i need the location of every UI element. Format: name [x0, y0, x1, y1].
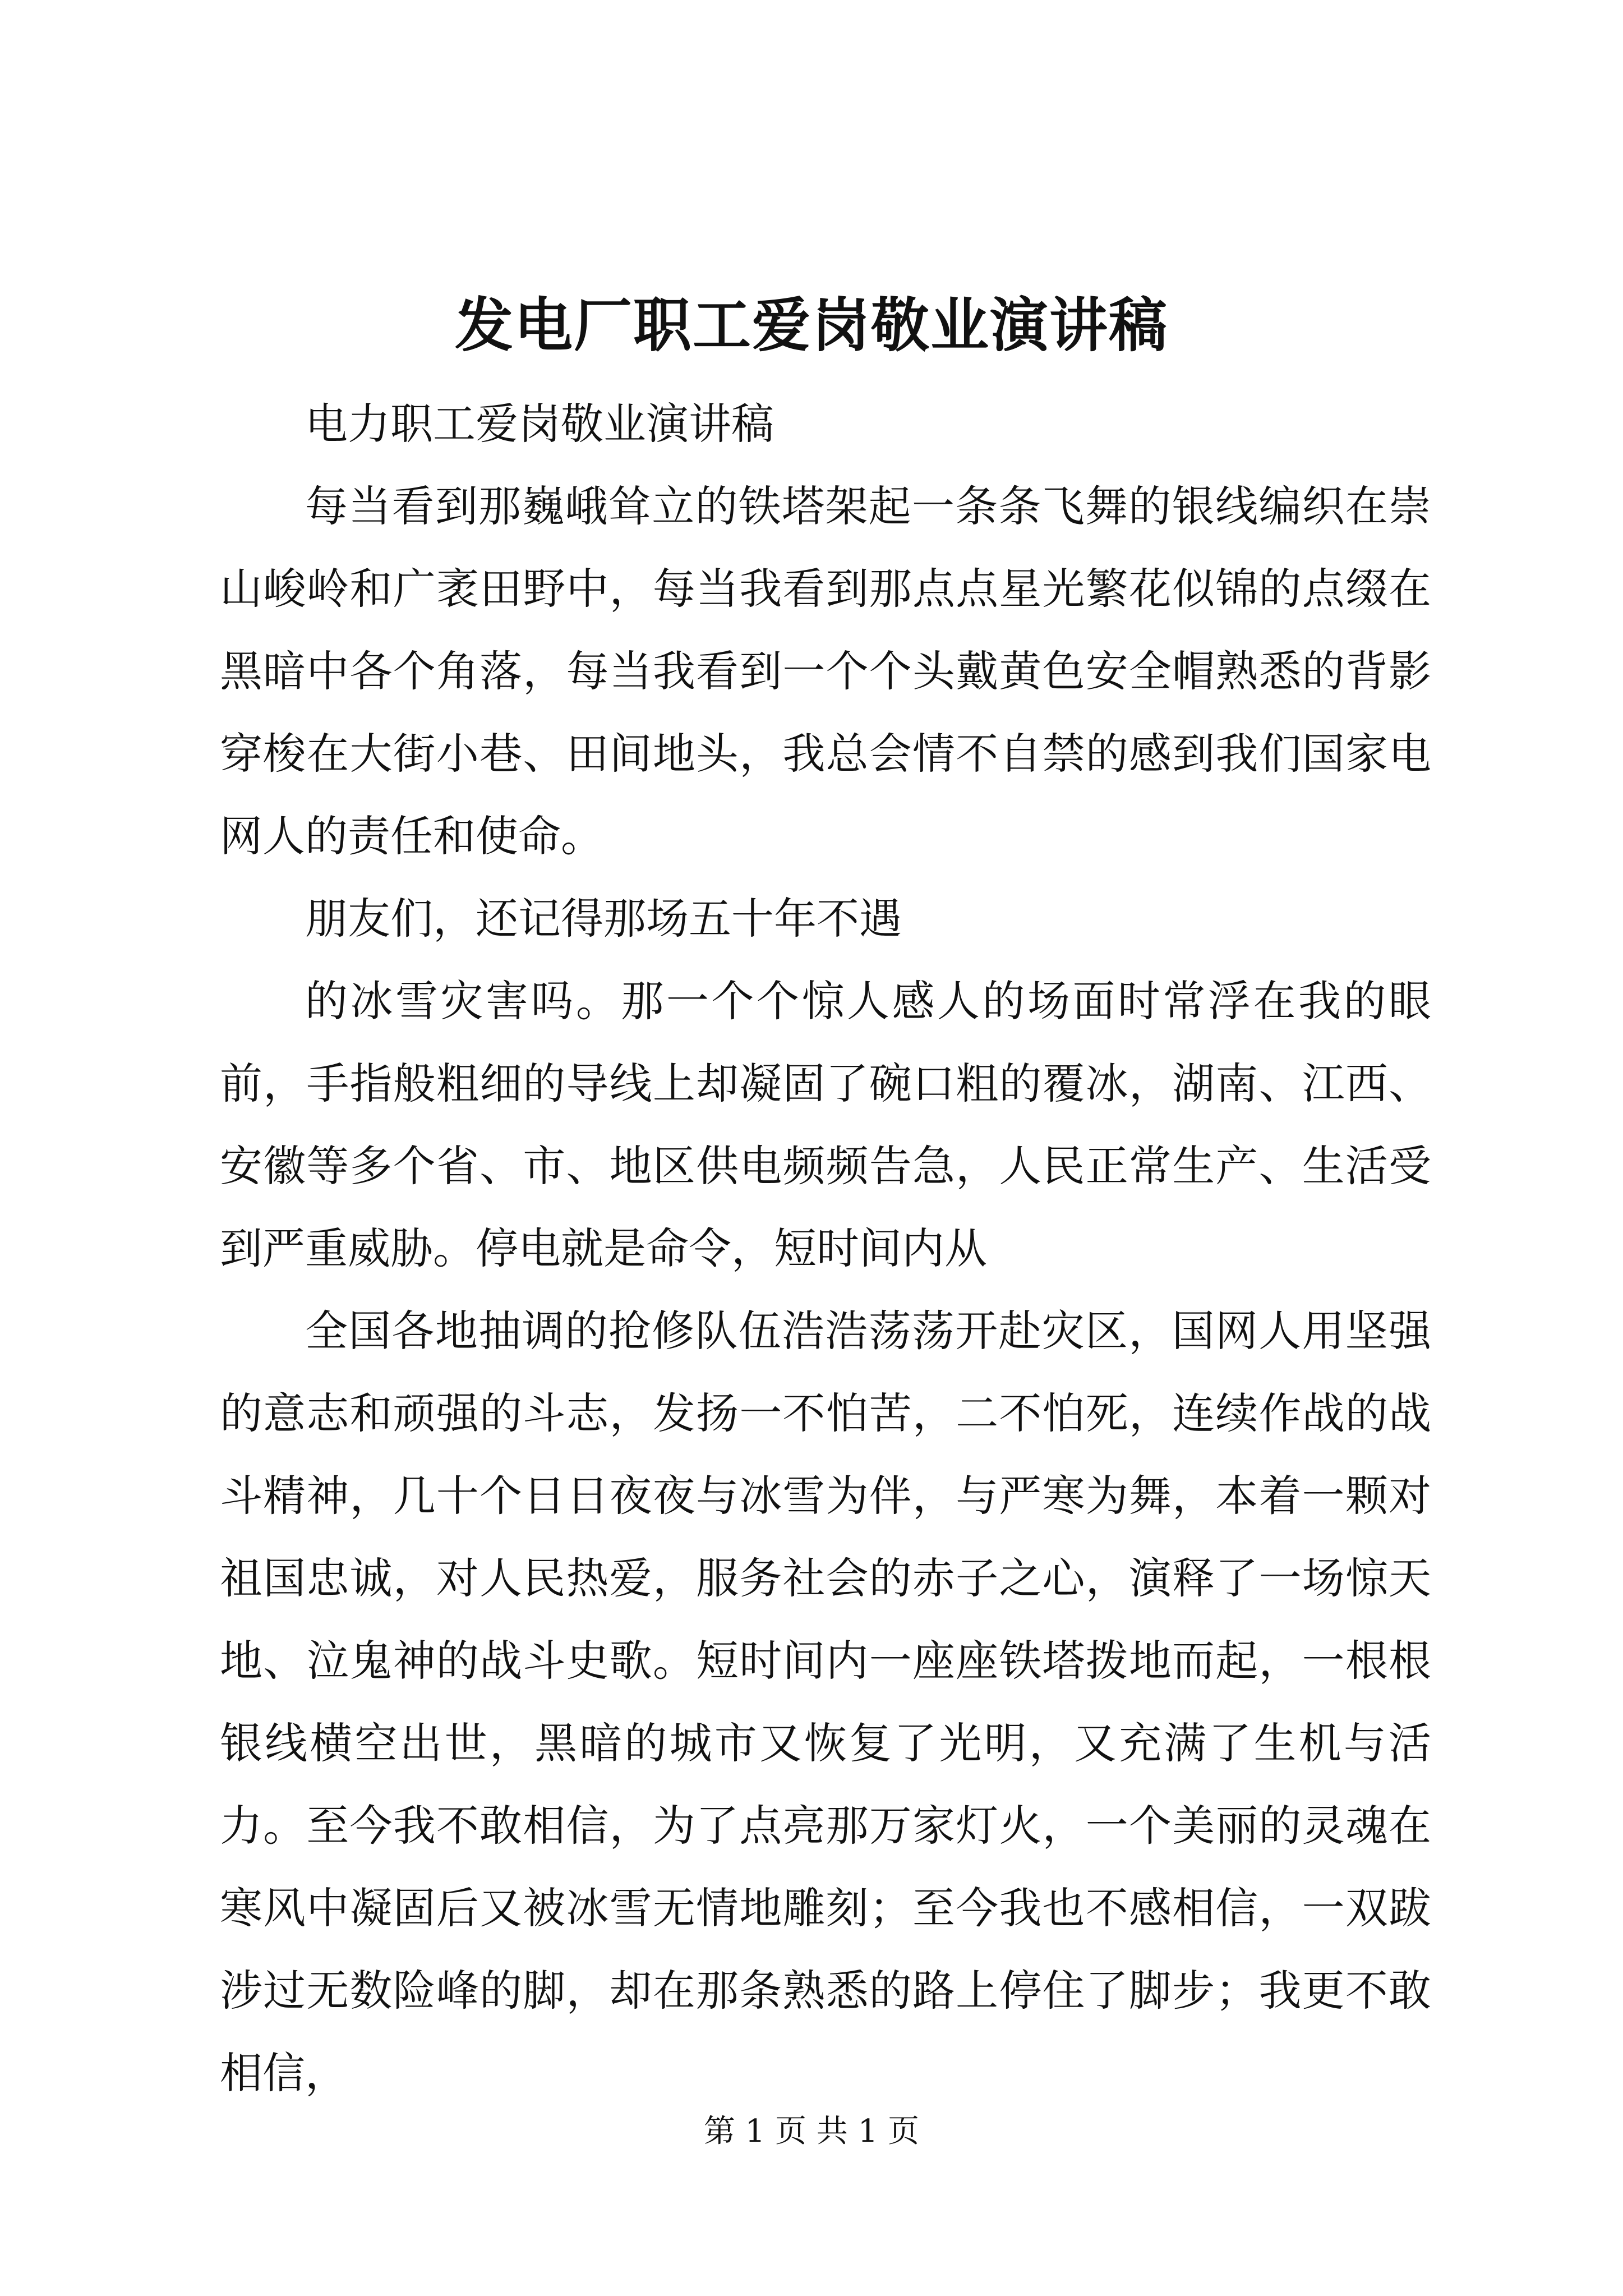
- document-body: [220, 383, 1431, 2114]
- paragraph-3: 的冰雪灾害吗。那一个个惊人感人的场面时常浮在我的眼前，手指般粗细的导线上却凝固了碗口粗的覆冰，湖南、江西、安徽等多个省、市、地区供电频频告急，人民正常生产、生活受到严重威胁。停电就是命令，短时间内从: [220, 976, 1431, 1273]
- paragraph-4: 全国各地抽调的抢修队伍浩浩荡荡开赴灾区，国网人用坚强的意志和顽强的斗志，发扬一不怕苦，二不怕死，连续作战的战斗精神，几十个日日夜夜与冰雪为伴，与严寒为舞，本着一颗对祖国忠诚，对人民热爱，服务社会的赤子之心，演释了一场惊天地、泣鬼神的战斗史歌。短时间内一座座铁塔拨地而起，一根根银线横空出世，黑暗的城市又恢复了光明，又充满了生机与活力。至今我不敢相信，为了点亮那万家灯火，一个美丽的灵魂在寒风中凝固后又被冰雪无情地雕刻；至今我也不感相信，一双跋涉过无数险峰的脚，却在那条熟悉的路上停住了脚步；我更不敢相信，: [220, 1306, 1431, 2098]
- document-title: 发电厂职工爱岗敬业演讲稿: [454, 291, 1168, 360]
- page-footer: 第 1 页 共 1 页: [703, 2113, 920, 2150]
- paragraph-subtitle: 电力职工爱岗敬业演讲稿: [305, 399, 774, 449]
- paragraph-1: 每当看到那巍峨耸立的铁塔架起一条条飞舞的银线编织在崇山峻岭和广袤田野中，每当我看到那点点星光繁花似锦的点缀在黑暗中各个角落，每当我看到一个个头戴黄色安全帽熟悉的背影穿梭在大街小巷、田间地头，我总会情不自禁的感到我们国家电网人的责任和使命。: [220, 481, 1431, 861]
- paragraph-2: 朋友们，还记得那场五十年不遇: [305, 894, 902, 944]
